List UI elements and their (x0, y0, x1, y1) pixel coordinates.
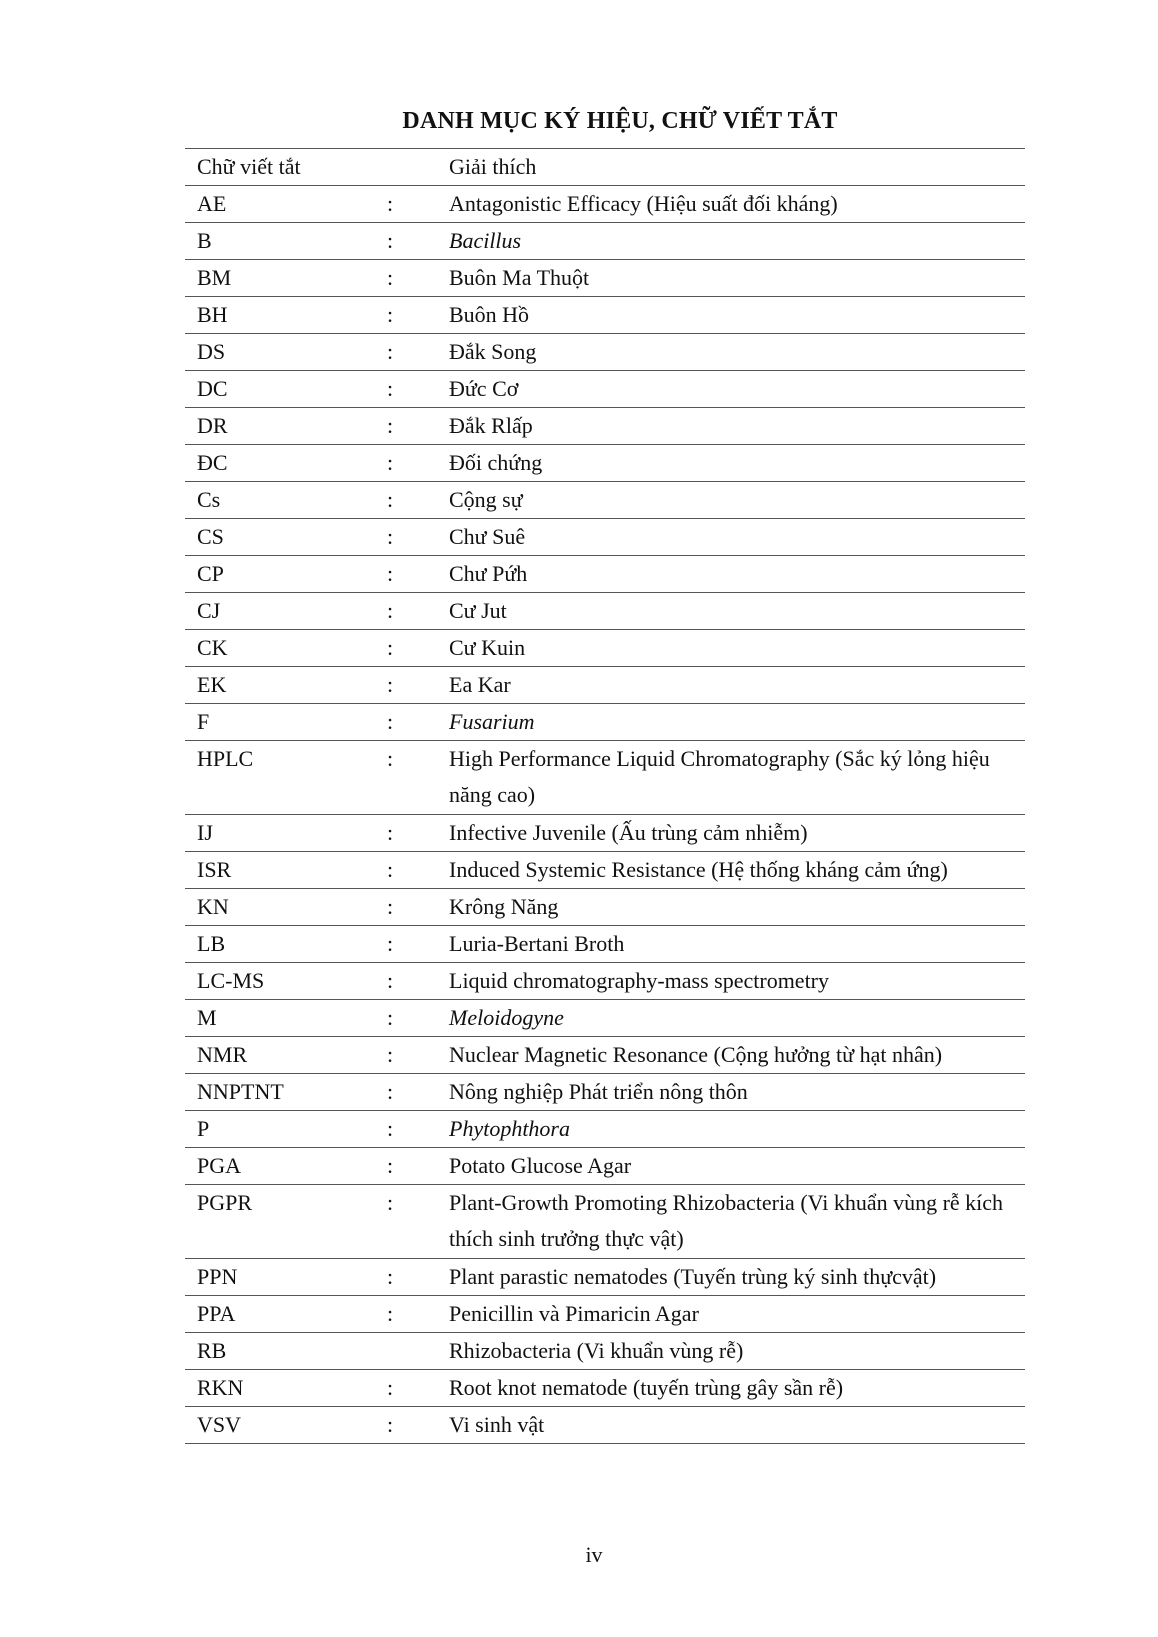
separator-cell: : (387, 1259, 449, 1296)
abbreviation-cell: KN (185, 889, 387, 926)
abbreviation-cell: M (185, 1000, 387, 1037)
separator-cell: : (387, 852, 449, 889)
abbreviation-cell: BM (185, 260, 387, 297)
abbreviation-cell: F (185, 704, 387, 741)
abbreviation-cell: PGA (185, 1148, 387, 1185)
header-abbreviation: Chữ viết tắt (185, 149, 387, 186)
table-row (185, 519, 1025, 556)
explanation-cell: Infective Juvenile (Ấu trùng cảm nhiễm) (449, 815, 1025, 852)
table-row (185, 1037, 1025, 1074)
page-number: iv (585, 1542, 603, 1567)
table-row (185, 1148, 1025, 1185)
explanation-cell: Đắk Rlấp (449, 408, 1025, 445)
explanation-cell: Đối chứng (449, 445, 1025, 482)
explanation-cell: Root knot nematode (tuyến trùng gây sần rễ) (449, 1370, 1025, 1407)
explanation-cell: Cộng sự (449, 482, 1025, 519)
table-row (185, 1074, 1025, 1111)
explanation-cell: Cư Kuin (449, 630, 1025, 667)
table-row (185, 1407, 1025, 1444)
abbreviation-cell: ĐC (185, 445, 387, 482)
abbreviation-cell: CS (185, 519, 387, 556)
abbreviation-cell: B (185, 223, 387, 260)
separator-cell: : (387, 815, 449, 852)
separator-cell: : (387, 889, 449, 926)
separator-cell: : (387, 1370, 449, 1407)
separator-cell: : (387, 297, 449, 334)
table-row (185, 704, 1025, 741)
separator-cell: : (387, 334, 449, 371)
table-row (185, 482, 1025, 519)
explanation-cell: Đức Cơ (449, 371, 1025, 408)
explanation-cell: Fusarium (449, 704, 1025, 741)
separator-cell: : (387, 223, 449, 260)
abbreviation-cell: CJ (185, 593, 387, 630)
explanation-cell: Vi sinh vật (449, 1407, 1025, 1444)
explanation-cell: Chư Suê (449, 519, 1025, 556)
explanation-cell: Antagonistic Efficacy (Hiệu suất đối kháng) (449, 186, 1025, 223)
table-row (185, 630, 1025, 667)
header-explanation: Giải thích (449, 149, 1025, 186)
abbreviation-cell: HPLC (185, 741, 387, 815)
explanation-cell: Luria-Bertani Broth (449, 926, 1025, 963)
abbreviation-cell: PGPR (185, 1185, 387, 1259)
table-row (185, 593, 1025, 630)
separator-cell: : (387, 630, 449, 667)
explanation-cell: Buôn Hồ (449, 297, 1025, 334)
table-row (185, 926, 1025, 963)
table-row (185, 408, 1025, 445)
separator-cell: : (387, 1407, 449, 1444)
abbreviation-cell: ISR (185, 852, 387, 889)
separator-cell: : (387, 1074, 449, 1111)
explanation-cell: Induced Systemic Resistance (Hệ thống kháng cảm ứng) (449, 852, 1025, 889)
explanation-cell: Bacillus (449, 223, 1025, 260)
separator-cell: : (387, 667, 449, 704)
table-row (185, 1259, 1025, 1296)
separator-cell: : (387, 445, 449, 482)
explanation-cell: Penicillin và Pimaricin Agar (449, 1296, 1025, 1333)
abbreviation-cell: RKN (185, 1370, 387, 1407)
separator-cell: : (387, 260, 449, 297)
explanation-cell: Meloidogyne (449, 1000, 1025, 1037)
table-row (185, 1333, 1025, 1370)
table-row (185, 1370, 1025, 1407)
separator-cell: : (387, 704, 449, 741)
abbreviation-cell: LB (185, 926, 387, 963)
explanation-cell: Nuclear Magnetic Resonance (Cộng hưởng từ hạt nhân) (449, 1037, 1025, 1074)
abbreviation-cell: PPN (185, 1259, 387, 1296)
abbreviation-cell: AE (185, 186, 387, 223)
abbreviation-cell: LC-MS (185, 963, 387, 1000)
table-row (185, 1296, 1025, 1333)
explanation-cell: Rhizobacteria (Vi khuẩn vùng rễ) (449, 1333, 1025, 1370)
separator-cell (387, 1333, 449, 1370)
separator-cell: : (387, 593, 449, 630)
table-row (185, 186, 1025, 223)
abbreviation-cell: BH (185, 297, 387, 334)
abbreviation-cell: NNPTNT (185, 1074, 387, 1111)
explanation-cell: Liquid chromatography-mass spectrometry (449, 963, 1025, 1000)
separator-cell: : (387, 1148, 449, 1185)
separator-cell: : (387, 1037, 449, 1074)
explanation-cell: Potato Glucose Agar (449, 1148, 1025, 1185)
explanation-cell: Plant-Growth Promoting Rhizobacteria (Vi khuẩn vùng rễ kích thích sinh trưởng thực vật) (449, 1185, 1025, 1259)
abbreviation-cell: VSV (185, 1407, 387, 1444)
abbreviation-cell: NMR (185, 1037, 387, 1074)
separator-cell: : (387, 408, 449, 445)
table-row (185, 334, 1025, 371)
table-header-row (185, 149, 1025, 186)
abbreviation-cell: IJ (185, 815, 387, 852)
header-separator (387, 149, 449, 186)
table-body (185, 149, 1025, 1444)
separator-cell: : (387, 741, 449, 815)
table-row (185, 963, 1025, 1000)
table-row (185, 889, 1025, 926)
explanation-cell: Chư Pứh (449, 556, 1025, 593)
explanation-cell: Krông Năng (449, 889, 1025, 926)
explanation-cell: Đắk Song (449, 334, 1025, 371)
abbreviation-cell: Cs (185, 482, 387, 519)
page-title: DANH MỤC KÝ HIỆU, CHỮ VIẾT TẮT (402, 108, 838, 134)
table-row (185, 260, 1025, 297)
explanation-cell: Cư Jut (449, 593, 1025, 630)
table-row (185, 815, 1025, 852)
separator-cell: : (387, 1000, 449, 1037)
table-row (185, 297, 1025, 334)
separator-cell: : (387, 926, 449, 963)
table-row (185, 223, 1025, 260)
table-row (185, 852, 1025, 889)
table-row (185, 1185, 1025, 1259)
separator-cell: : (387, 556, 449, 593)
separator-cell: : (387, 963, 449, 1000)
explanation-cell: High Performance Liquid Chromatography (Sắc ký lỏng hiệu năng cao) (449, 741, 1025, 815)
separator-cell: : (387, 519, 449, 556)
table-row (185, 667, 1025, 704)
abbreviation-cell: DC (185, 371, 387, 408)
table-row (185, 1111, 1025, 1148)
abbreviation-table (185, 148, 1025, 1444)
table-row (185, 445, 1025, 482)
explanation-cell: Plant parastic nematodes (Tuyến trùng ký sinh thựcvật) (449, 1259, 1025, 1296)
separator-cell: : (387, 1296, 449, 1333)
table-row (185, 371, 1025, 408)
abbreviation-cell: CK (185, 630, 387, 667)
table-row (185, 556, 1025, 593)
separator-cell: : (387, 371, 449, 408)
abbreviation-cell: PPA (185, 1296, 387, 1333)
explanation-cell: Buôn Ma Thuột (449, 260, 1025, 297)
separator-cell: : (387, 1185, 449, 1259)
abbreviation-cell: RB (185, 1333, 387, 1370)
separator-cell: : (387, 482, 449, 519)
separator-cell: : (387, 186, 449, 223)
explanation-cell: Nông nghiệp Phát triển nông thôn (449, 1074, 1025, 1111)
table-row (185, 1000, 1025, 1037)
abbreviation-cell: CP (185, 556, 387, 593)
table-row (185, 741, 1025, 815)
abbreviation-cell: DS (185, 334, 387, 371)
abbreviation-cell: DR (185, 408, 387, 445)
explanation-cell: Ea Kar (449, 667, 1025, 704)
abbreviation-cell: EK (185, 667, 387, 704)
explanation-cell: Phytophthora (449, 1111, 1025, 1148)
separator-cell: : (387, 1111, 449, 1148)
abbreviation-cell: P (185, 1111, 387, 1148)
